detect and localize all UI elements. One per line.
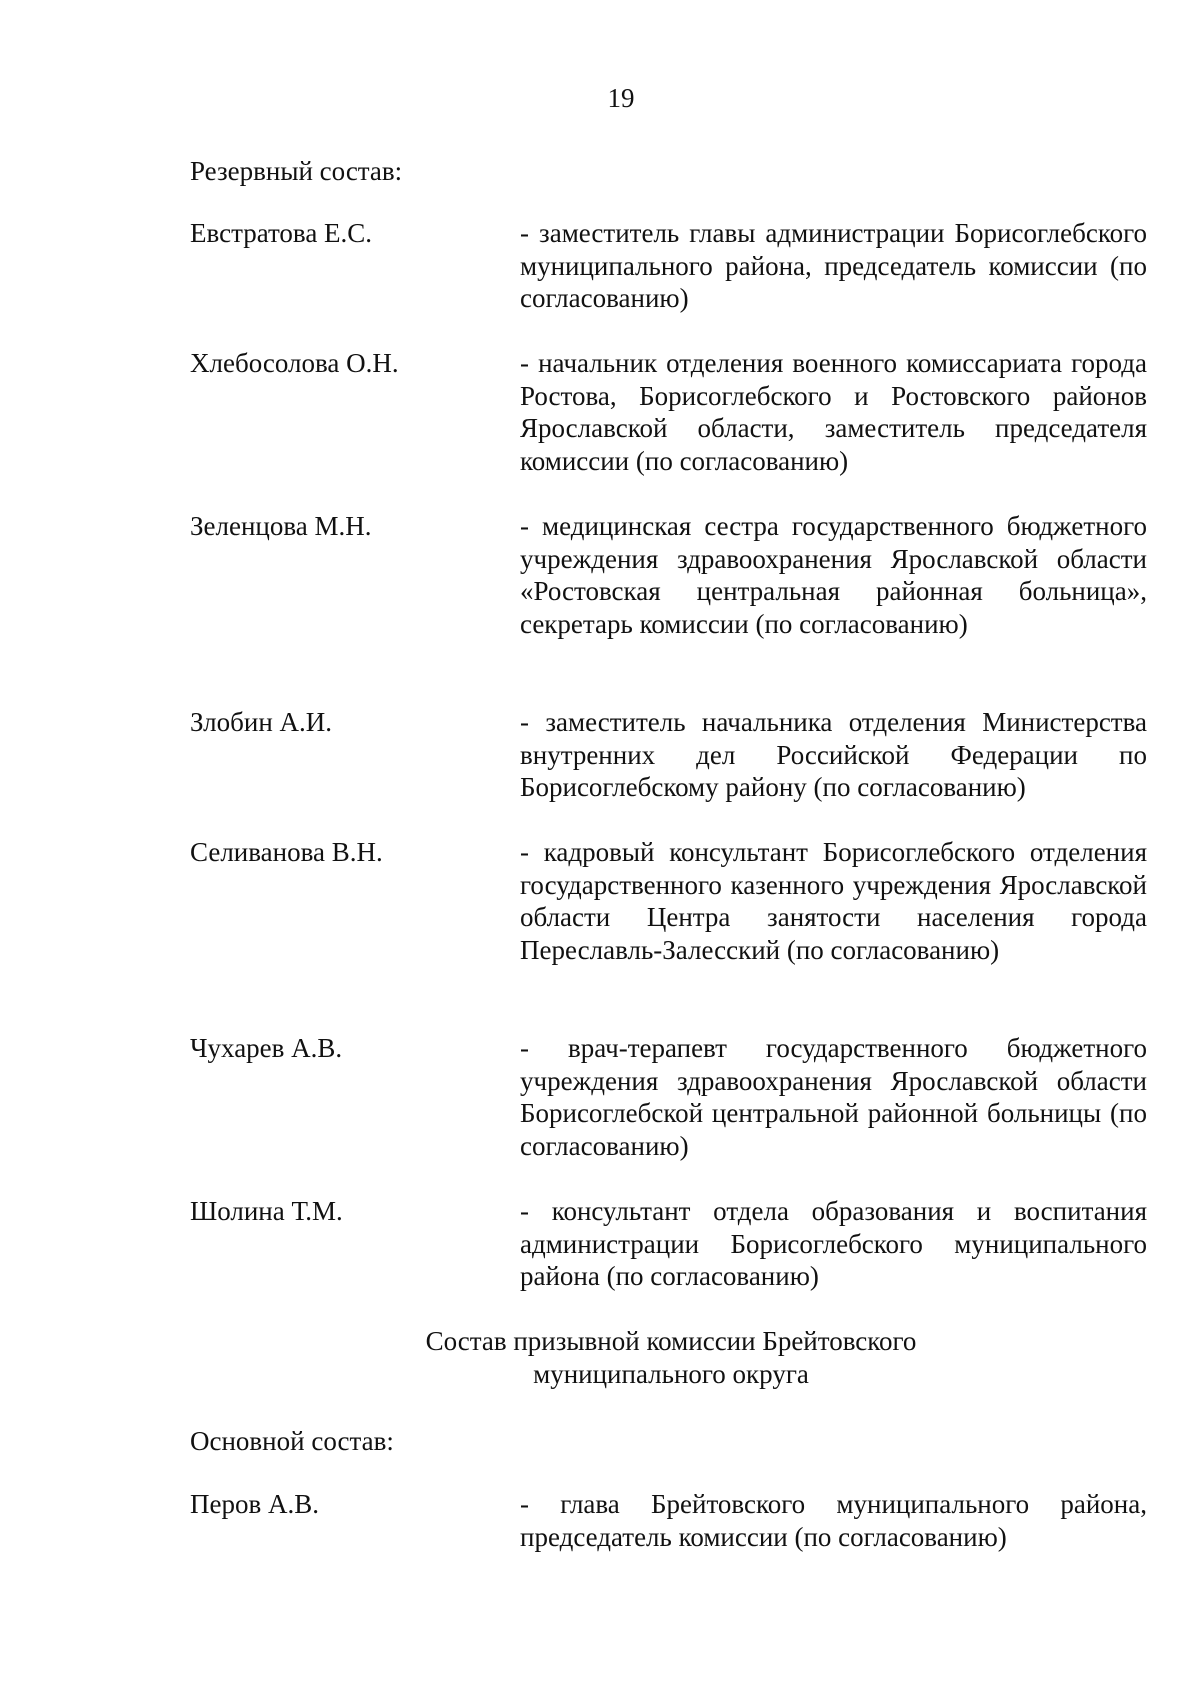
member-role: - заместитель начальника отделения Министерства внутренних дел Российской Федерации по Борисоглебскому району (по согласованию) [520, 707, 1147, 802]
member-role: - врач-терапевт государственного бюджетного учреждения здравоохранения Ярославской области Борисоглебской центральной районной больницы (по согласованию) [520, 1033, 1147, 1161]
member-role: - консультант отдела образования и воспитания администрации Борисоглебского муниципального района (по согласованию) [520, 1196, 1147, 1291]
reserve-section-label: Резервный состав: [190, 156, 403, 186]
member-name: Чухарев А.В. [190, 1033, 343, 1063]
member-name: Зеленцова М.Н. [190, 511, 372, 541]
member-name: Хлебосолова О.Н. [190, 348, 399, 378]
member-name: Перов А.В. [190, 1489, 319, 1519]
member-role: - заместитель главы администрации Борисоглебского муниципального района, председатель комиссии (по согласованию) [520, 218, 1147, 313]
member-name: Шолина Т.М. [190, 1196, 343, 1226]
member-name: Селиванова В.Н. [190, 837, 383, 867]
member-role: - кадровый консультант Борисоглебского отделения государственного казенного учреждения Ярославской области Центра занятости населения города Переславль-Залесский (по согласованию) [520, 837, 1147, 965]
member-role: - начальник отделения военного комиссариата города Ростова, Борисоглебского и Ростовского районов Ярославской области, заместитель председателя комиссии (по согласованию) [520, 348, 1147, 476]
member-role: - медицинская сестра государственного бюджетного учреждения здравоохранения Ярославской области «Ростовская центральная районная больница», секретарь комиссии (по согласованию) [520, 511, 1147, 639]
member-name: Евстратова Е.С. [190, 218, 373, 248]
commission-heading-line1: Состав призывной комиссии Брейтовского [425, 1326, 917, 1356]
page-number: 19 [607, 83, 635, 113]
main-section-label: Основной состав: [190, 1426, 394, 1456]
member-role: - глава Брейтовского муниципального района, председатель комиссии (по согласованию) [520, 1489, 1147, 1552]
member-name: Злобин А.И. [190, 707, 333, 737]
commission-heading-line2: муниципального округа [533, 1359, 809, 1389]
